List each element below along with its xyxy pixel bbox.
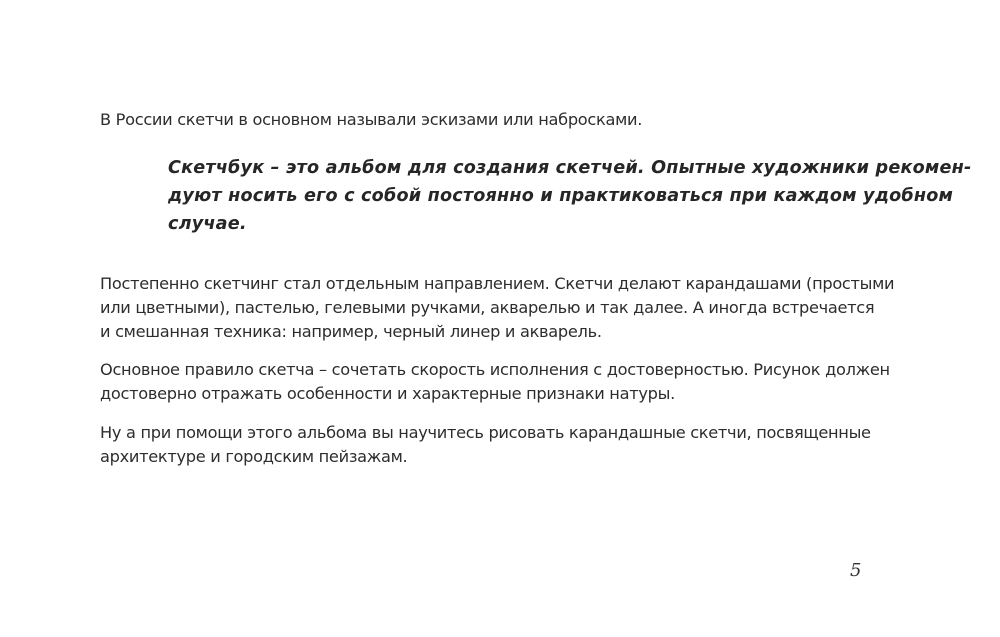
paragraph-line: достоверно отражать особенности и характерные признаки натуры. <box>100 384 675 403</box>
paragraph-line: Основное правило скетча – сочетать скорость исполнения с достоверностью. Рисунок должен <box>100 360 890 379</box>
quote-line: дуют носить его с собой постоянно и практиковаться при каждом удобном <box>168 186 954 206</box>
paragraph-line: или цветными), пастелью, гелевыми ручками, акварелью и так далее. А иногда встречается <box>100 298 875 317</box>
paragraph-line: архитектуре и городским пейзажам. <box>100 447 408 466</box>
quote-line: случае. <box>168 214 247 234</box>
paragraph-line: Постепенно скетчинг стал отдельным направлением. Скетчи делают карандашами (простыми <box>100 274 895 293</box>
paragraph-line: и смешанная техника: например, черный линер и акварель. <box>100 322 602 341</box>
paragraph-line: Ну а при помощи этого альбома вы научитесь рисовать карандашные скетчи, посвященные <box>100 423 871 442</box>
intro-paragraph: В России скетчи в основном называли эскизами или набросками. <box>100 110 643 129</box>
page-number: 5 <box>850 560 862 581</box>
quote-line: Скетчбук – это альбом для создания скетчей. Опытные художники рекомен- <box>168 158 972 178</box>
